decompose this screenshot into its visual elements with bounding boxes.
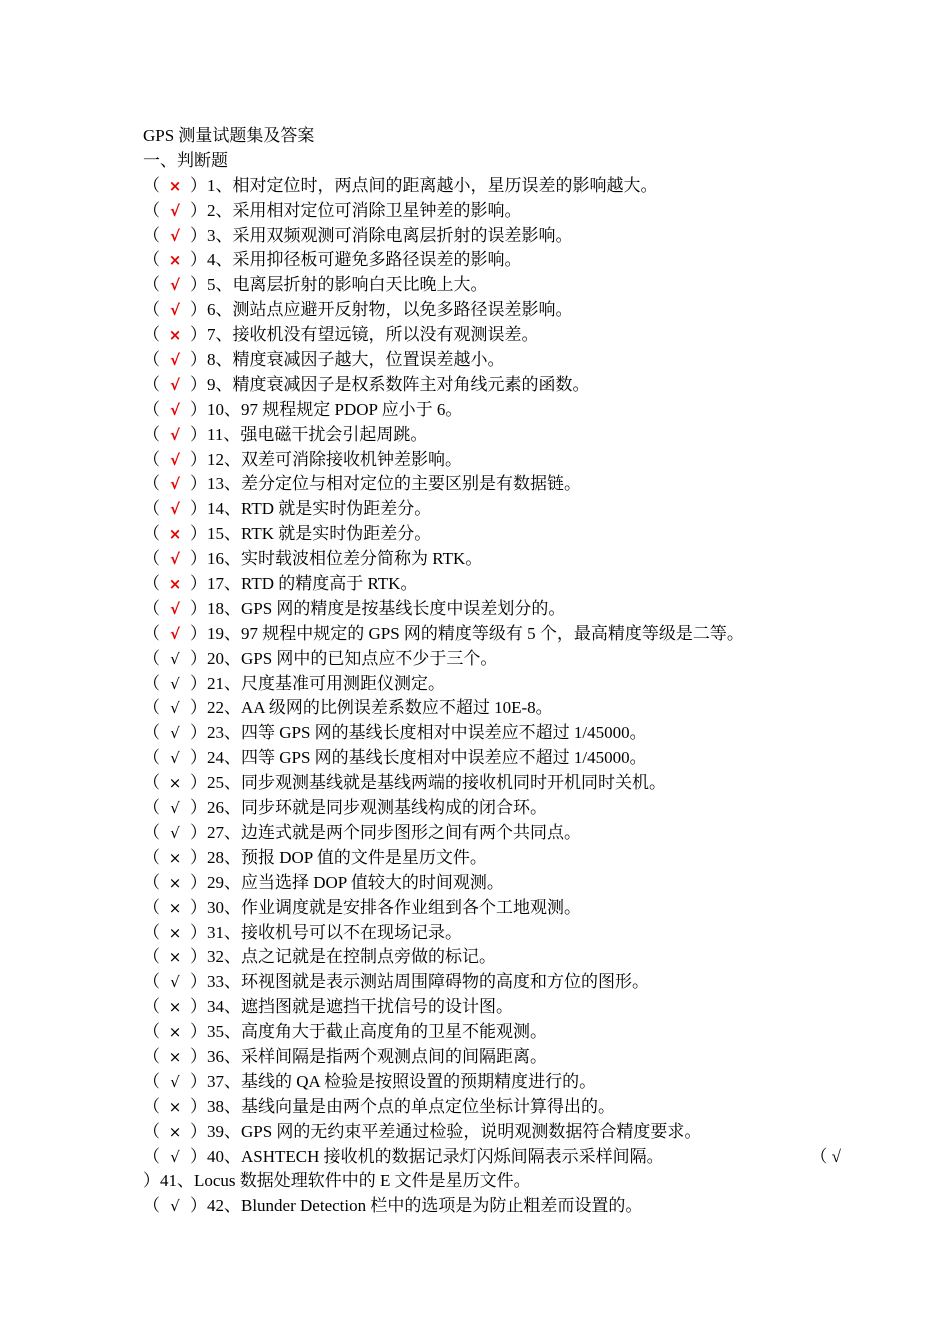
question-text: 28、预报 DOP 值的文件是星历文件。 [207, 847, 487, 867]
check-mark-icon: √ [169, 624, 180, 643]
open-paren: （ [143, 300, 160, 320]
close-paren: ） [190, 275, 207, 295]
check-mark-icon: √ [169, 301, 180, 320]
close-paren: ） [190, 1046, 207, 1066]
open-paren: （ [143, 1096, 160, 1116]
question-text: 21、尺度基准可用测距仪测定。 [207, 673, 445, 693]
cross-mark-icon: × [168, 774, 182, 793]
question-text: 42、Blunder Detection 栏中的选项是为防止粗差而设置的。 [207, 1196, 643, 1216]
question-item [143, 1045, 823, 1070]
check-mark-icon: √ [170, 1197, 180, 1216]
close-paren: ） [190, 200, 207, 220]
question-item [143, 373, 823, 398]
check-mark-icon: √ [170, 699, 180, 718]
close-paren: ） [190, 374, 207, 394]
question-item [143, 970, 823, 995]
check-mark-icon: √ [170, 1147, 180, 1166]
open-paren: （ [143, 200, 160, 220]
check-mark-icon: √ [169, 425, 180, 444]
question-text: 34、遮挡图就是遮挡干扰信号的设计图。 [207, 997, 513, 1017]
question-item [143, 1194, 823, 1219]
check-mark-icon: √ [169, 550, 180, 569]
cross-mark-icon: × [168, 923, 182, 942]
question-text: 2、采用相对定位可消除卫星钟差的影响。 [207, 200, 522, 220]
check-mark-icon: √ [169, 375, 180, 394]
question-item [143, 199, 823, 224]
question-text: 22、AA 级网的比例误差系数应不超过 10E-8。 [207, 698, 553, 718]
cross-mark-icon: × [168, 1047, 182, 1066]
open-paren: （ [143, 698, 160, 718]
question-item [143, 1169, 823, 1194]
close-paren: ） [190, 648, 207, 668]
open-paren: （ [143, 1022, 160, 1042]
question-text: 12、双差可消除接收机钟差影响。 [207, 449, 462, 469]
document-page [143, 124, 841, 1219]
close-paren: ） [190, 822, 207, 842]
close-paren: ） [190, 574, 207, 594]
open-paren: （ [143, 399, 160, 419]
question-item [143, 696, 823, 721]
question-text: 27、边连式就是两个同步图形之间有两个共同点。 [207, 822, 581, 842]
wrapped-answer-fragment: （ √ [810, 1146, 841, 1166]
close-paren: ） [190, 748, 207, 768]
question-item [143, 472, 823, 497]
question-item [143, 547, 823, 572]
close-paren: ） [190, 524, 207, 544]
close-paren: ） [190, 598, 207, 618]
question-text: 36、采样间隔是指两个观测点间的间隔距离。 [207, 1046, 547, 1066]
cross-mark-icon: × [168, 575, 182, 594]
cross-mark-icon: × [168, 998, 182, 1017]
open-paren: （ [143, 175, 160, 195]
close-paren: ） [190, 1096, 207, 1116]
open-paren: （ [143, 574, 160, 594]
open-paren: （ [143, 648, 160, 668]
open-paren: （ [143, 897, 160, 917]
question-item [143, 1095, 823, 1120]
question-text: 6、测站点应避开反射物，以免多路径误差影响。 [207, 300, 573, 320]
cross-mark-icon: × [168, 251, 182, 270]
question-text: 9、精度衰减因子是权系数阵主对角线元素的函数。 [207, 374, 590, 394]
question-text: 29、应当选择 DOP 值较大的时间观测。 [207, 872, 504, 892]
close-paren: ） [190, 399, 207, 419]
check-mark-icon: √ [170, 1072, 180, 1091]
close-paren: ） [190, 872, 207, 892]
question-item [143, 921, 823, 946]
close-paren: ） [190, 474, 207, 494]
check-mark-icon: √ [170, 724, 180, 743]
close-paren: ） [190, 225, 207, 245]
question-item [143, 896, 823, 921]
question-item [143, 821, 823, 846]
open-paren: （ [143, 822, 160, 842]
open-paren: （ [143, 673, 160, 693]
check-mark-icon: √ [169, 500, 180, 519]
question-text: 10、97 规程规定 PDOP 应小于 6。 [207, 399, 463, 419]
open-paren: （ [143, 773, 160, 793]
question-text: 1、相对定位时，两点间的距离越小，星历误差的影响越大。 [207, 175, 658, 195]
close-paren: ） [190, 922, 207, 942]
question-item [143, 497, 823, 522]
open-paren: （ [143, 524, 160, 544]
question-text: 14、RTD 就是实时伪距差分。 [207, 499, 432, 519]
question-item [143, 522, 823, 547]
question-item [143, 721, 823, 746]
question-text: 23、四等 GPS 网的基线长度相对中误差应不超过 1/45000。 [207, 723, 647, 743]
question-item [143, 846, 823, 871]
question-item [143, 796, 823, 821]
question-text: ）41、Locus 数据处理软件中的 E 文件是星历文件。 [143, 1171, 531, 1191]
open-paren: （ [143, 225, 160, 245]
open-paren: （ [143, 922, 160, 942]
question-text: 20、GPS 网中的已知点应不少于三个。 [207, 648, 498, 668]
question-text: 18、GPS 网的精度是按基线长度中误差划分的。 [207, 598, 566, 618]
open-paren: （ [143, 1121, 160, 1141]
open-paren: （ [143, 549, 160, 569]
cross-mark-icon: × [168, 898, 182, 917]
question-text: 17、RTD 的精度高于 RTK。 [207, 574, 418, 594]
cross-mark-icon: × [168, 176, 182, 195]
question-item [143, 746, 823, 771]
check-mark-icon: √ [170, 649, 180, 668]
check-mark-icon: √ [170, 749, 180, 768]
close-paren: ） [190, 250, 207, 270]
open-paren: （ [143, 424, 160, 444]
question-text: 5、电离层折射的影响白天比晚上大。 [207, 275, 488, 295]
close-paren: ） [190, 350, 207, 370]
question-text: 33、环视图就是表示测站周围障碍物的高度和方位的图形。 [207, 972, 649, 992]
close-paren: ） [190, 773, 207, 793]
question-item [143, 224, 823, 249]
question-item [143, 273, 823, 298]
question-text: 32、点之记就是在控制点旁做的标记。 [207, 947, 496, 967]
question-text: 15、RTK 就是实时伪距差分。 [207, 524, 432, 544]
question-text: 26、同步环就是同步观测基线构成的闭合环。 [207, 798, 547, 818]
question-text: 37、基线的 QA 检验是按照设置的预期精度进行的。 [207, 1071, 597, 1091]
open-paren: （ [143, 598, 160, 618]
open-paren: （ [143, 374, 160, 394]
check-mark-icon: √ [169, 599, 180, 618]
cross-mark-icon: × [168, 873, 182, 892]
close-paren: ） [190, 1071, 207, 1091]
question-item [143, 298, 823, 323]
question-text: 19、97 规程中规定的 GPS 网的精度等级有 5 个，最高精度等级是二等。 [207, 623, 744, 643]
check-mark-icon: √ [169, 450, 180, 469]
open-paren: （ [143, 723, 160, 743]
check-mark-icon: √ [170, 823, 180, 842]
close-paren: ） [190, 1146, 207, 1166]
question-text: 24、四等 GPS 网的基线长度相对中误差应不超过 1/45000。 [207, 748, 647, 768]
close-paren: ） [190, 325, 207, 345]
question-item [143, 871, 823, 896]
question-text: 13、差分定位与相对定位的主要区别是有数据链。 [207, 474, 581, 494]
check-mark-icon: √ [169, 201, 180, 220]
cross-mark-icon: × [168, 525, 182, 544]
cross-mark-icon: × [168, 1097, 182, 1116]
open-paren: （ [143, 748, 160, 768]
question-text: 16、实时载波相位差分简称为 RTK。 [207, 549, 483, 569]
open-paren: （ [143, 1196, 160, 1216]
question-text: 8、精度衰减因子越大，位置误差越小。 [207, 350, 505, 370]
open-paren: （ [143, 872, 160, 892]
close-paren: ） [190, 972, 207, 992]
close-paren: ） [190, 623, 207, 643]
open-paren: （ [143, 972, 160, 992]
open-paren: （ [143, 250, 160, 270]
check-mark-icon: √ [169, 351, 180, 370]
open-paren: （ [143, 275, 160, 295]
question-text: 11、强电磁干扰会引起周跳。 [207, 424, 428, 444]
open-paren: （ [143, 350, 160, 370]
open-paren: （ [143, 1046, 160, 1066]
close-paren: ） [190, 997, 207, 1017]
close-paren: ） [190, 175, 207, 195]
check-mark-icon: √ [170, 973, 180, 992]
close-paren: ） [190, 947, 207, 967]
question-item [143, 672, 823, 697]
close-paren: ） [190, 897, 207, 917]
question-item [143, 995, 823, 1020]
open-paren: （ [143, 947, 160, 967]
open-paren: （ [143, 499, 160, 519]
question-text: 39、GPS 网的无约束平差通过检验，说明观测数据符合精度要求。 [207, 1121, 702, 1141]
open-paren: （ [143, 847, 160, 867]
question-text: 3、采用双频观测可消除电离层折射的误差影响。 [207, 225, 573, 245]
open-paren: （ [143, 623, 160, 643]
cross-mark-icon: × [168, 326, 182, 345]
question-item [143, 398, 823, 423]
check-mark-icon: √ [169, 276, 180, 295]
question-list [143, 174, 841, 1219]
close-paren: ） [190, 1196, 207, 1216]
question-text: 4、采用抑径板可避免多路径误差的影响。 [207, 250, 522, 270]
open-paren: （ [143, 997, 160, 1017]
close-paren: ） [190, 723, 207, 743]
question-text: 7、接收机没有望远镜，所以没有观测误差。 [207, 325, 539, 345]
question-item [143, 597, 823, 622]
question-text: 25、同步观测基线就是基线两端的接收机同时开机同时关机。 [207, 773, 666, 793]
check-mark-icon: √ [170, 799, 180, 818]
close-paren: ） [190, 549, 207, 569]
cross-mark-icon: × [168, 1122, 182, 1141]
question-text: 40、ASHTECH 接收机的数据记录灯闪烁间隔表示采样间隔。 [207, 1146, 664, 1166]
close-paren: ） [190, 499, 207, 519]
question-item [143, 622, 823, 647]
question-item [143, 647, 823, 672]
question-item [143, 1070, 823, 1095]
question-item [143, 323, 823, 348]
check-mark-icon: √ [169, 475, 180, 494]
close-paren: ） [190, 449, 207, 469]
question-item [143, 1020, 823, 1045]
check-mark-icon: √ [169, 400, 180, 419]
check-mark-icon: √ [170, 674, 180, 693]
close-paren: ） [190, 424, 207, 444]
question-item [143, 771, 823, 796]
question-item [143, 945, 823, 970]
open-paren: （ [143, 325, 160, 345]
open-paren: （ [143, 798, 160, 818]
cross-mark-icon: × [168, 848, 182, 867]
open-paren: （ [143, 1146, 160, 1166]
cross-mark-icon: × [168, 948, 182, 967]
question-text: 31、接收机号可以不在现场记录。 [207, 922, 462, 942]
close-paren: ） [190, 847, 207, 867]
question-text: 35、高度角大于截止高度角的卫星不能观测。 [207, 1022, 547, 1042]
open-paren: （ [143, 449, 160, 469]
question-item [143, 174, 823, 199]
document-title: GPS 测量试题集及答案 [143, 126, 315, 145]
question-item [143, 448, 823, 473]
question-item [143, 572, 823, 597]
open-paren: （ [143, 1071, 160, 1091]
close-paren: ） [190, 673, 207, 693]
question-item [143, 1145, 841, 1170]
close-paren: ） [190, 300, 207, 320]
check-mark-icon: √ [169, 226, 180, 245]
close-paren: ） [190, 1022, 207, 1042]
question-item [143, 423, 823, 448]
question-item [143, 248, 823, 273]
question-item [143, 1120, 823, 1145]
question-text: 30、作业调度就是安排各作业组到各个工地观测。 [207, 897, 581, 917]
cross-mark-icon: × [168, 1023, 182, 1042]
question-text: 38、基线向量是由两个点的单点定位坐标计算得出的。 [207, 1096, 615, 1116]
close-paren: ） [190, 698, 207, 718]
open-paren: （ [143, 474, 160, 494]
section-heading: 一、判断题 [143, 150, 228, 170]
close-paren: ） [190, 1121, 207, 1141]
close-paren: ） [190, 798, 207, 818]
question-item [143, 348, 823, 373]
